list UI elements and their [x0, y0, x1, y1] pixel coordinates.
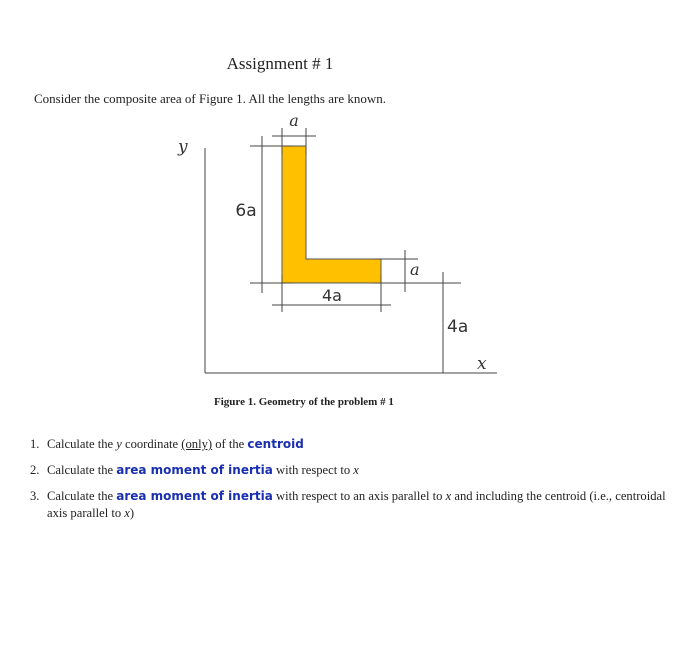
- task-number: 1.: [30, 437, 40, 451]
- dim-label-flange-a: a: [410, 260, 420, 279]
- keyword-moment-of-inertia: area moment of inertia: [116, 489, 273, 503]
- page-title: Assignment # 1: [226, 54, 334, 73]
- y-axis-label: y: [178, 137, 188, 157]
- intro-text: Consider the composite area of Figure 1. All the lengths are known.: [34, 91, 387, 106]
- dim-label-6a: 6a: [235, 201, 257, 221]
- task-item: 2. Calculate the area moment of inertia with respect to x: [30, 463, 359, 477]
- l-shape: [282, 146, 381, 283]
- task-item: 3. Calculate the area moment of inertia with respect to an axis parallel to x and including the centroid (i.e., centroidal axis parallel to x): [30, 489, 666, 520]
- dim-label-top-a: a: [289, 111, 299, 130]
- task-item: 1. Calculate the y coordinate (only) of the centroid: [30, 437, 304, 451]
- dim-label-right-4a: 4a: [447, 317, 469, 337]
- keyword-moment-of-inertia: area moment of inertia: [116, 463, 273, 477]
- task-number: 3.: [30, 489, 40, 503]
- keyword-centroid: centroid: [247, 437, 304, 451]
- figure-caption: Figure 1. Geometry of the problem # 1: [214, 396, 394, 408]
- dim-label-bottom-4a: 4a: [322, 286, 342, 305]
- task-number: 2.: [30, 463, 40, 477]
- task-list: [30, 436, 670, 531]
- x-axis-label: x: [477, 354, 487, 374]
